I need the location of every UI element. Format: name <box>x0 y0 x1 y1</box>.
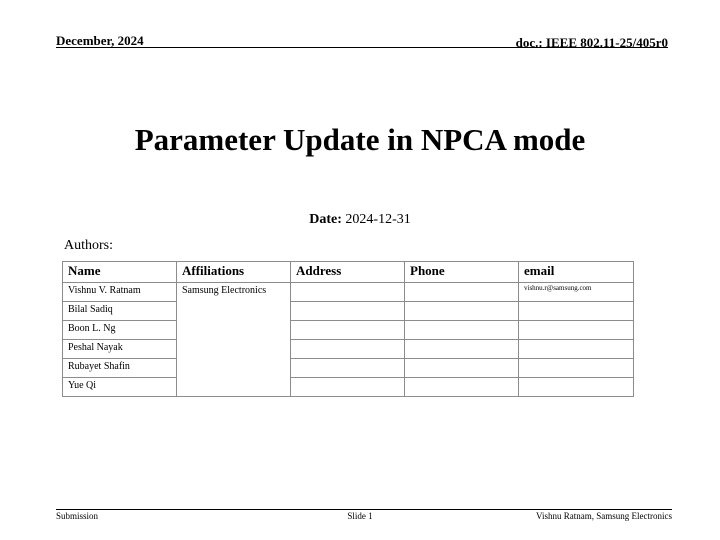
slide-title: Parameter Update in NPCA mode <box>134 122 586 157</box>
header-name: Name <box>63 262 177 283</box>
header-divider <box>56 47 668 48</box>
author-address <box>291 378 405 397</box>
author-email <box>519 302 634 321</box>
author-email <box>519 321 634 340</box>
footer-slide-number: Slide 1 <box>347 511 373 521</box>
author-name: Bilal Sadiq <box>63 302 177 321</box>
table-row <box>63 302 634 321</box>
header-phone: Phone <box>405 262 519 283</box>
authors-label: Authors: <box>64 238 113 253</box>
header-email: email <box>519 262 634 283</box>
author-address <box>291 302 405 321</box>
author-phone <box>405 359 519 378</box>
date-line <box>0 212 720 228</box>
author-name: Yue Qi <box>63 378 177 397</box>
author-email <box>519 378 634 397</box>
header-affiliations: Affiliations <box>177 262 291 283</box>
author-address <box>291 340 405 359</box>
author-name: Vishnu V. Ratnam <box>63 283 177 302</box>
header-address: Address <box>291 262 405 283</box>
author-address <box>291 359 405 378</box>
table-row <box>63 321 634 340</box>
date-value: 2024-12-31 <box>345 212 411 227</box>
table-row <box>63 359 634 378</box>
footer-author: Vishnu Ratnam, Samsung Electronics <box>536 511 672 521</box>
author-phone <box>405 378 519 397</box>
author-phone <box>405 340 519 359</box>
footer-submission: Submission <box>56 511 99 521</box>
header-doc-id: doc.: IEEE 802.11-25/405r0 <box>515 35 668 50</box>
author-email <box>519 359 634 378</box>
author-name: Boon L. Ng <box>63 321 177 340</box>
author-name: Peshal Nayak <box>63 340 177 359</box>
table-header-row <box>63 262 634 283</box>
author-name: Rubayet Shafin <box>63 359 177 378</box>
authors-table <box>62 261 634 397</box>
author-phone <box>405 302 519 321</box>
author-address <box>291 321 405 340</box>
table-row <box>63 378 634 397</box>
author-email <box>519 340 634 359</box>
author-phone <box>405 321 519 340</box>
author-address <box>291 283 405 302</box>
header-date: December, 2024 <box>56 33 144 48</box>
table-row <box>63 340 634 359</box>
author-affiliation: Samsung Electronics <box>177 283 291 397</box>
author-phone <box>405 283 519 302</box>
date-label: Date: <box>309 212 342 227</box>
author-email: vishnu.r@samsung.com <box>519 283 634 302</box>
footer-divider <box>56 509 672 510</box>
table-row <box>63 283 634 302</box>
